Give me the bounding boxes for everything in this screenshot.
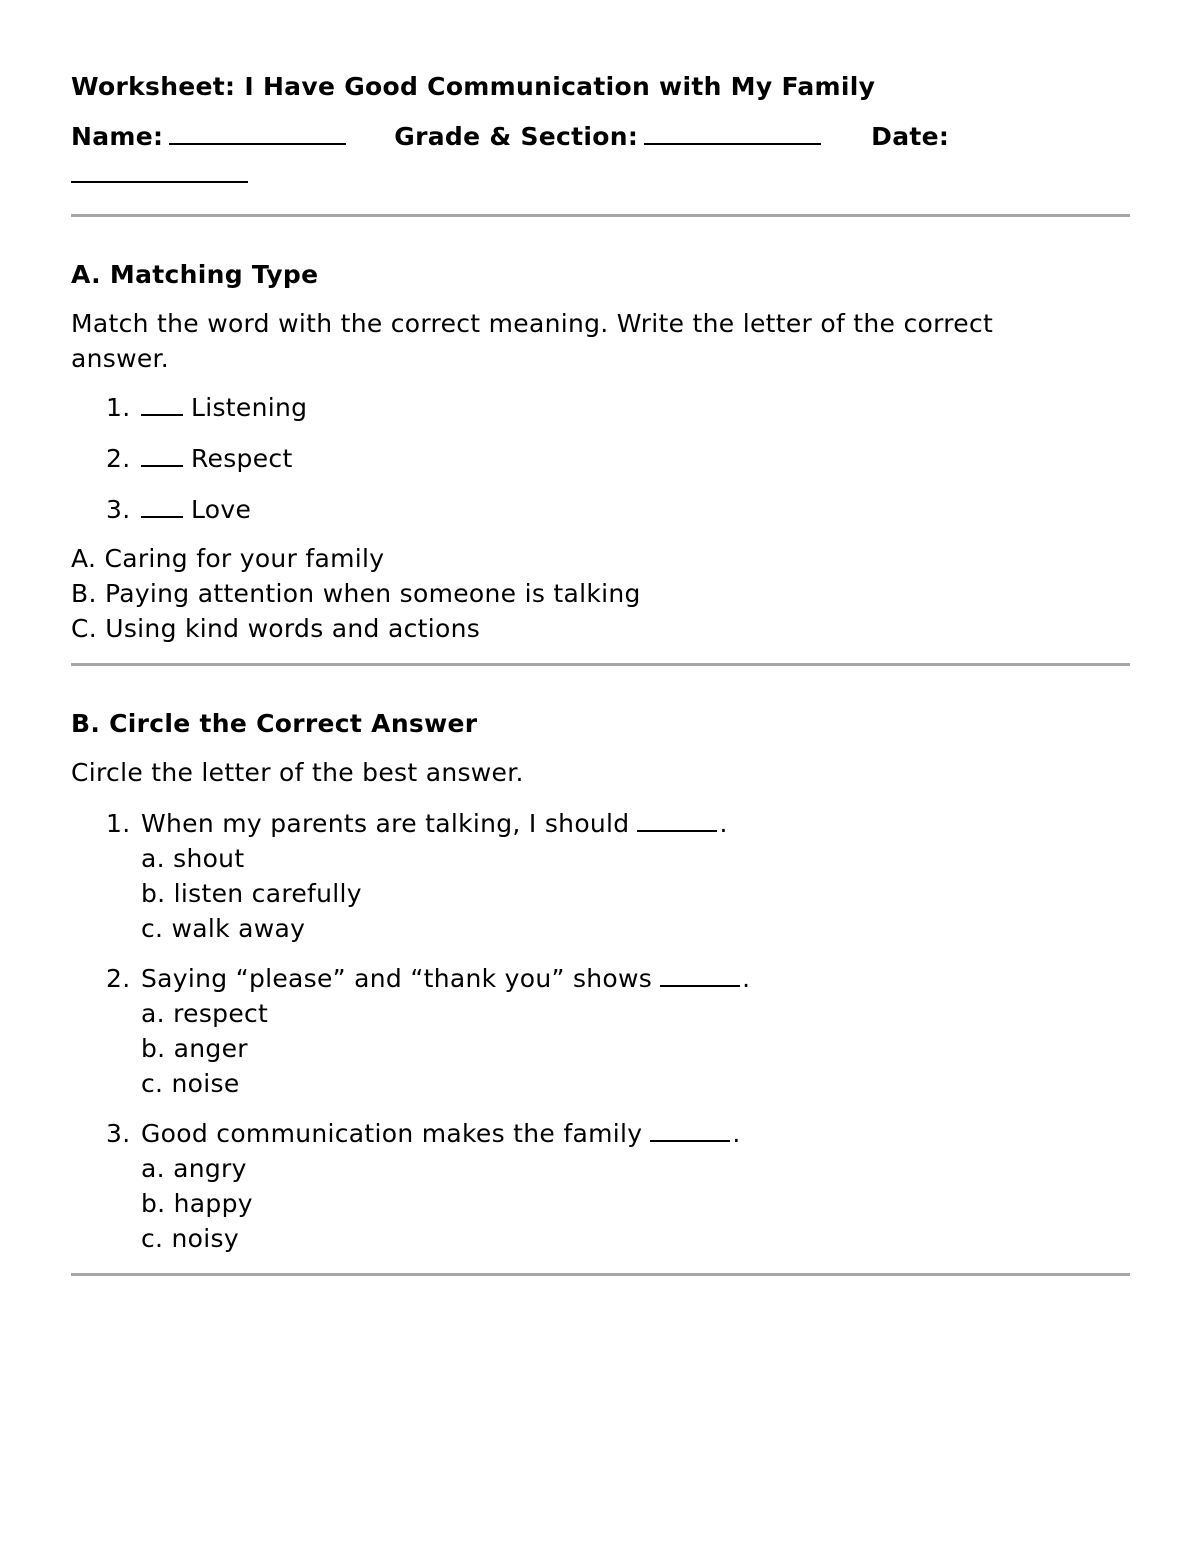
date-label: Date: (871, 122, 950, 151)
question-item: 2. Saying “please” and “thank you” shows . a. respect b. anger c. noise (71, 961, 1130, 1101)
student-info-line (71, 118, 1071, 194)
name-blank[interactable] (169, 119, 346, 145)
section-b-heading: B. Circle the Correct Answer (71, 709, 478, 738)
divider-3 (71, 1273, 1130, 1276)
divider-2 (71, 663, 1130, 666)
question-blank (650, 1118, 730, 1142)
section-a-instruction: Match the word with the correct meaning. Write the letter of the correct answer. (71, 309, 994, 373)
item-number: 2. (106, 444, 131, 473)
divider-1 (71, 214, 1130, 217)
grade-section-blank[interactable] (644, 119, 821, 145)
section-a-heading: A. Matching Type (71, 260, 319, 289)
matching-word: Listening (191, 393, 308, 422)
answer-blank[interactable] (141, 443, 183, 467)
matching-item (71, 491, 1130, 529)
date-blank[interactable] (71, 157, 248, 183)
question-list (71, 806, 1130, 1256)
question-number: 2. (106, 964, 131, 993)
question-item: 3. Good communication makes the family . a. angry b. happy c. noisy (71, 1116, 1130, 1256)
option[interactable]: b. anger (141, 1034, 248, 1063)
option[interactable]: a. respect (141, 999, 269, 1028)
matching-choices (71, 541, 1130, 646)
worksheet-title: Worksheet: I Have Good Communication with My Family (71, 72, 876, 101)
option[interactable]: b. listen carefully (141, 879, 362, 908)
answer-blank[interactable] (141, 392, 183, 416)
choice-a: A. Caring for your family (71, 544, 385, 573)
grade-section-label: Grade & Section: (394, 122, 639, 151)
question-stem: When my parents are talking, I should (141, 809, 630, 838)
matching-item (71, 389, 1130, 427)
question-blank (660, 963, 740, 987)
matching-word: Respect (191, 444, 293, 473)
question-stem: Good communication makes the family (141, 1119, 643, 1148)
item-number: 1. (106, 393, 131, 422)
worksheet-page (71, 68, 1130, 1276)
name-label: Name: (71, 122, 164, 151)
choice-c: C. Using kind words and actions (71, 614, 481, 643)
question-item: 1. When my parents are talking, I should . a. shout b. listen carefully c. walk away (71, 806, 1130, 946)
matching-item (71, 440, 1130, 478)
matching-word: Love (191, 495, 252, 524)
option[interactable]: a. shout (141, 844, 245, 873)
answer-blank[interactable] (141, 494, 183, 518)
option[interactable]: c. noisy (141, 1224, 239, 1253)
choice-b: B. Paying attention when someone is talking (71, 579, 641, 608)
option[interactable]: c. noise (141, 1069, 240, 1098)
option[interactable]: b. happy (141, 1189, 253, 1218)
question-number: 1. (106, 809, 131, 838)
option[interactable]: c. walk away (141, 914, 306, 943)
item-number: 3. (106, 495, 131, 524)
question-number: 3. (106, 1119, 131, 1148)
question-stem: Saying “please” and “thank you” shows (141, 964, 653, 993)
matching-list (71, 389, 1130, 529)
option[interactable]: a. angry (141, 1154, 247, 1183)
question-blank (637, 808, 717, 832)
section-b-instruction: Circle the letter of the best answer. (71, 758, 524, 787)
